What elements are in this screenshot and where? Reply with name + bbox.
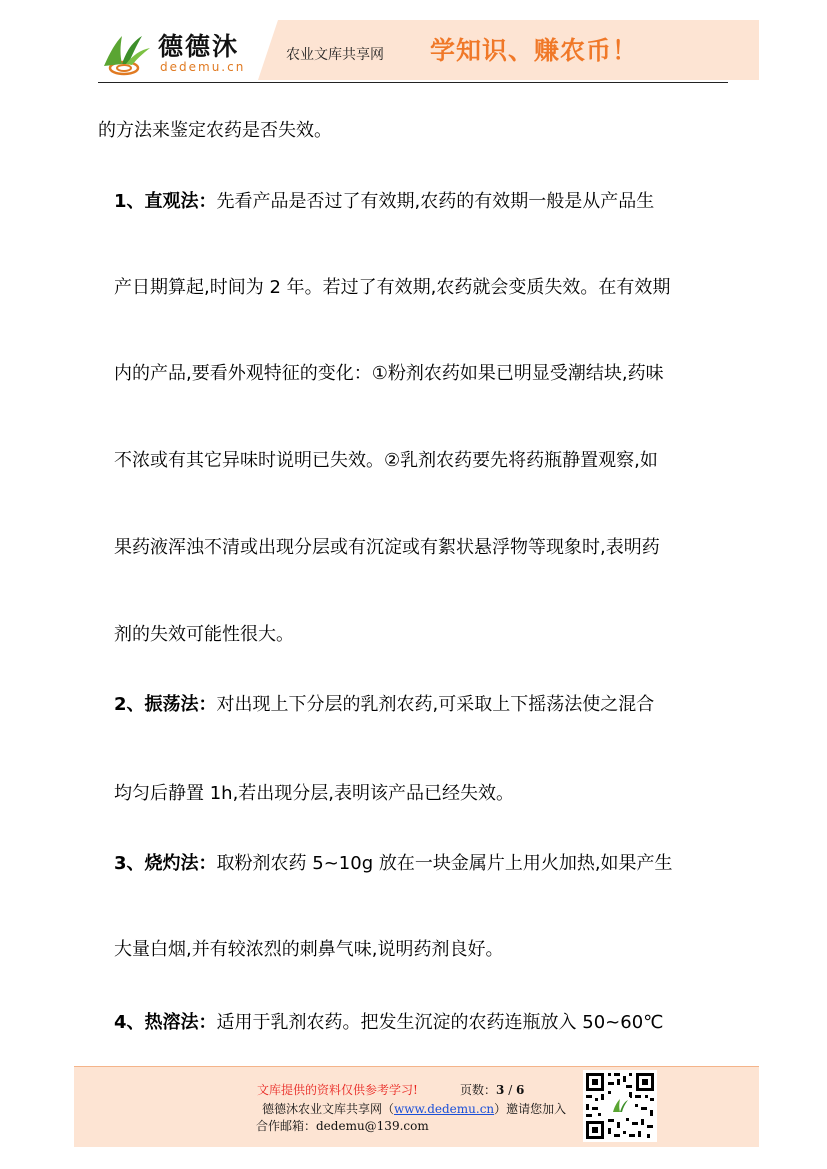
contact-email: 合作邮箱：dedemu@139.com [256,1119,429,1133]
intro-text: 的方法来鉴定农药是否失效。 [98,120,332,141]
paragraph-line: 均匀后静置 1h,若出现分层,表明该产品已经失效。 [114,783,515,804]
page-total: 6 [516,1083,525,1097]
paragraph-text: 先看产品是否过了有效期,农药的有效期一般是从产品生 [216,191,655,212]
footer-line-2 [262,1101,566,1117]
page-current: 3 [496,1083,505,1097]
footer-line-1 [257,1082,525,1098]
paragraph-line: 剂的失效可能性很大。 [114,624,294,645]
disclaimer: 文库提供的资料仅供参考学习! [257,1083,418,1097]
sprout-logo-icon [100,30,152,78]
paragraph-line: 不浓或有其它异味时说明已失效。②乳剂农药要先将药瓶静置观察,如 [114,450,658,471]
section-1-line-1 [114,189,654,215]
paragraph-line: 产日期算起,时间为 2 年。若过了有效期,农药就会变质失效。在有效期 [114,277,671,298]
section-heading: 4、热溶法： [114,1012,217,1033]
paragraph-text: 对出现上下分层的乳剂农药,可采取上下摇荡法使之混合 [216,694,655,715]
slogan: 学知识、赚农币！ [430,36,639,65]
header-divider [98,82,728,83]
invite-prefix: 德德沐农业文库共享网（ [262,1102,395,1116]
page-counter [460,1082,524,1098]
site-logo[interactable] [100,30,260,80]
paragraph-line: 大量白烟,并有较浓烈的刺鼻气味,说明药剂良好。 [114,939,504,960]
section-4-line-1 [114,1010,663,1036]
section-heading: 1、直观法： [114,191,217,212]
site-link[interactable]: www.dedemu.cn [394,1102,495,1116]
paragraph-line: 内的产品,要看外观特征的变化：①粉剂农药如果已明显受潮结块,药味 [114,363,664,384]
logo-text: 德德沐 [158,32,240,61]
section-heading: 3、烧灼法： [114,853,217,874]
page-separator: / [504,1083,517,1097]
logo-domain: dedemu.cn [160,60,246,74]
section-3-line-1 [114,851,673,877]
section-heading: 2、振荡法： [114,694,217,715]
site-name: 农业文库共享网 [286,47,384,63]
paragraph-text: 适用于乳剂农药。把发生沉淀的农药连瓶放入 50~60℃ [216,1012,664,1033]
pages-label: 页数： [460,1083,497,1097]
paragraph-text: 取粉剂农药 5~10g 放在一块金属片上用火加热,如果产生 [216,853,673,874]
invite-suffix: ）邀请您加入 [494,1102,567,1116]
paragraph-line: 果药液浑浊不清或出现分层或有沉淀或有絮状悬浮物等现象时,表明药 [114,537,660,558]
qr-code-icon[interactable] [583,1070,657,1142]
section-2-line-1 [114,692,654,718]
